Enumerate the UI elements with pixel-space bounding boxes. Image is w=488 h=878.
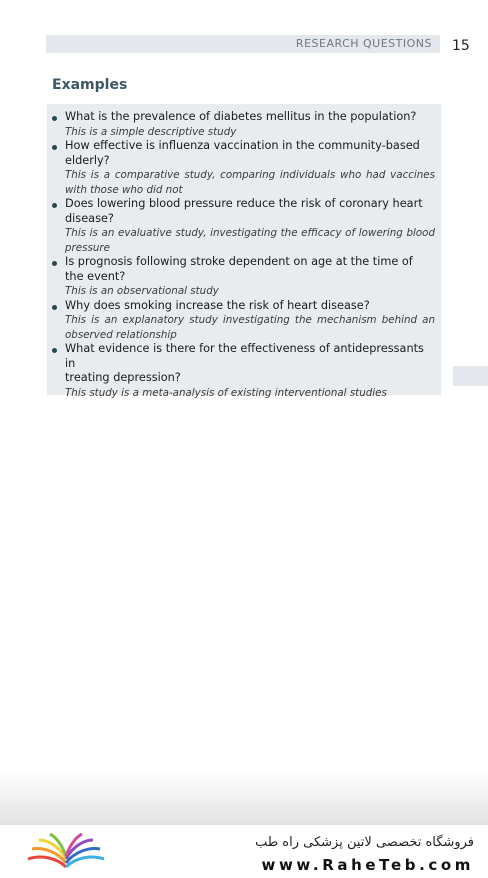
examples-list [65, 110, 435, 400]
footer-banner [0, 825, 488, 878]
example-item [65, 197, 435, 255]
example-note: This is a simple descriptive study [65, 125, 237, 138]
open-book-logo-icon [26, 833, 106, 873]
example-item [65, 110, 435, 139]
store-name: فروشگاه تخصصی لاتین پزشکی راه طب [255, 835, 474, 850]
example-question: How effective is influenza vaccination in the community-based elderly? [65, 139, 420, 167]
example-note: This is a comparative study, comparing individuals who had vaccines with those who did not [65, 169, 435, 196]
example-item [65, 139, 435, 197]
example-question: Does lowering blood pressure reduce the risk of coronary heart disease? [65, 197, 423, 225]
example-note: This is an explanatory study investigating the mechanism behind an observed relationship [65, 314, 435, 341]
example-question: Why does smoking increase the risk of heart disease? [65, 298, 370, 312]
page-bottom-shadow [0, 770, 488, 825]
bullet-icon [52, 116, 57, 121]
example-item [65, 255, 435, 299]
chapter-thumb-tab [453, 366, 488, 386]
example-item [65, 299, 435, 343]
example-item [65, 342, 435, 400]
running-header [46, 35, 440, 53]
example-note: This is an observational study [65, 285, 219, 297]
example-question: Is prognosis following stroke dependent on age at the time of the event? [65, 255, 413, 283]
bullet-icon [52, 305, 57, 310]
running-header-title: RESEARCH QUESTIONS [295, 37, 432, 50]
store-url: www.RaheTeb.com [261, 856, 474, 874]
bullet-icon [52, 348, 57, 353]
example-question: What evidence is there for the effectiveness of antidepressants in treating depression? [65, 342, 424, 384]
bullet-icon [52, 203, 57, 208]
page-number: 15 [452, 38, 470, 54]
example-note: This is an evaluative study, investigating the efficacy of lowering blood pressure [65, 227, 435, 254]
bullet-icon [52, 145, 57, 150]
bullet-icon [52, 261, 57, 266]
example-note: This study is a meta-analysis of existing interventional studies [65, 386, 387, 399]
example-question: What is the prevalence of diabetes mellitus in the population? [65, 110, 417, 123]
examples-box [47, 104, 441, 399]
examples-heading: Examples [52, 77, 128, 93]
